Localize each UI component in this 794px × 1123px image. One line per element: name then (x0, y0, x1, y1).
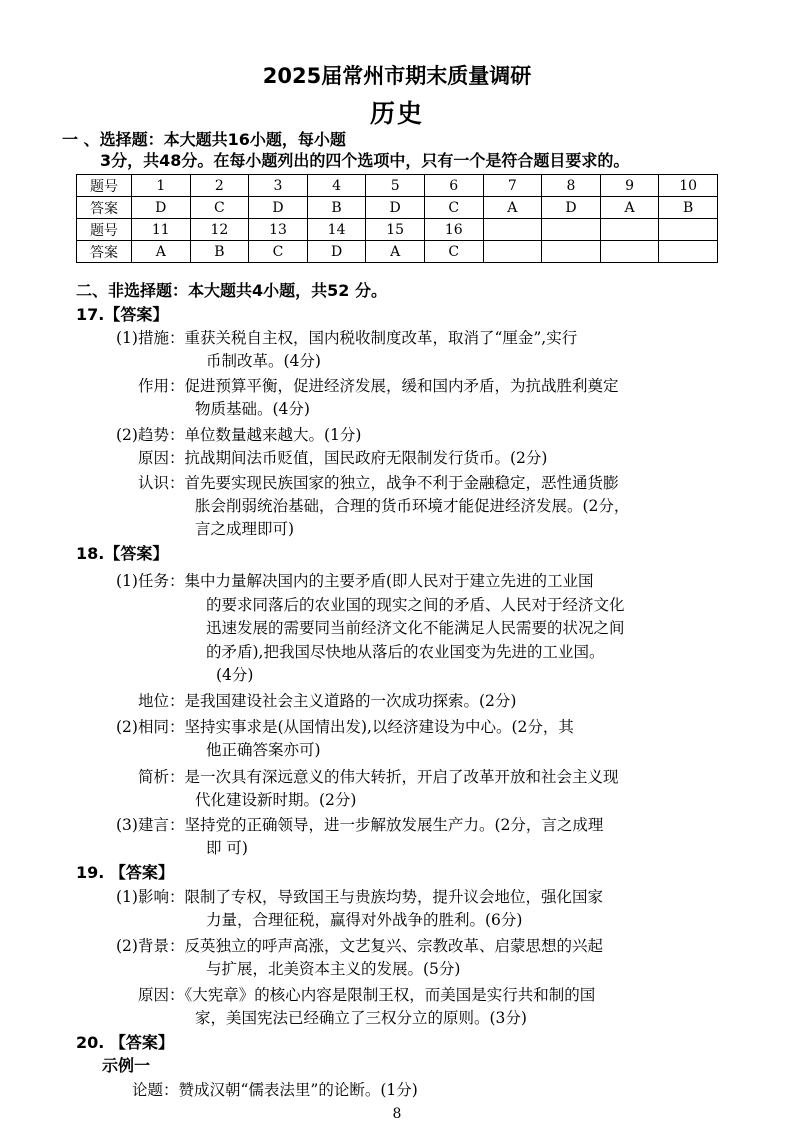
answer-line: 家，美国宪法已经确立了三权分立的原则。(3分) (195, 1009, 527, 1027)
table-cell: D (366, 197, 425, 219)
table-cell: 6 (424, 175, 483, 197)
table-cell: A (600, 197, 659, 219)
row-label: 答案 (77, 197, 132, 219)
q18-header: 18.【答案】 (76, 544, 169, 563)
table-row (77, 219, 718, 241)
table-cell: C (424, 197, 483, 219)
table-cell (542, 241, 601, 263)
table-cell: D (249, 197, 308, 219)
table-cell: 4 (307, 175, 366, 197)
answer-line: (1)任务：集中力量解决国内的主要矛盾(即人民对于建立先进的工业国 (116, 572, 594, 590)
answer-line: 简析：是一次具有深远意义的伟大转折，开启了改革开放和社会主义现 (138, 768, 619, 786)
answer-line: 物质基础。(4分) (195, 400, 310, 418)
table-cell: B (659, 197, 718, 219)
table-cell: 16 (424, 219, 483, 241)
answer-line: 地位：是我国建设社会主义道路的一次成功探索。(2分) (138, 692, 517, 710)
table-cell: 3 (249, 175, 308, 197)
table-cell: C (424, 241, 483, 263)
q20-header: 20. 【答案】 (76, 1033, 174, 1052)
answer-line: 言之成理即可) (195, 520, 295, 538)
answer-line: 与扩展，北美资本主义的发展。(5分) (206, 960, 461, 978)
table-cell: 10 (659, 175, 718, 197)
table-row (77, 175, 718, 197)
subject-title: 历史 (369, 99, 424, 128)
answer-line: (2)趋势：单位数量越来越大。(1分) (116, 426, 362, 444)
page-number: 8 (392, 1106, 402, 1122)
table-cell: B (307, 197, 366, 219)
row-label: 题号 (77, 175, 132, 197)
answer-line: 迅速发展的需要同当前经济文化不能满足人民需要的状况之间 (206, 619, 625, 637)
table-cell (659, 219, 718, 241)
row-label: 答案 (77, 241, 132, 263)
table-cell (483, 241, 542, 263)
table-cell: C (249, 241, 308, 263)
table-cell (542, 219, 601, 241)
table-cell: A (366, 241, 425, 263)
answer-line: 币制改革。(4分) (206, 352, 321, 370)
table-cell: D (307, 241, 366, 263)
answer-line: 即 可) (206, 839, 248, 857)
part1-heading: 一 、选择题：本大题共16小题，每小题 (62, 130, 346, 149)
answer-line: (3)建言：坚持党的正确领导，进一步解放发展生产力。(2分，言之成理 (116, 816, 604, 834)
table-cell (600, 219, 659, 241)
table-cell: 13 (249, 219, 308, 241)
table-cell (659, 241, 718, 263)
table-cell: 8 (542, 175, 601, 197)
answer-line: (2)背景：反英独立的呼声高涨，文艺复兴、宗教改革、启蒙思想的兴起 (116, 937, 603, 955)
table-cell: B (190, 241, 249, 263)
table-cell: 11 (132, 219, 191, 241)
answer-table (76, 174, 718, 263)
table-cell (483, 219, 542, 241)
table-cell: A (132, 241, 191, 263)
table-cell: 2 (190, 175, 249, 197)
table-cell: 5 (366, 175, 425, 197)
table-cell: A (483, 197, 542, 219)
document-title: 2025届常州市期末质量调研 (262, 64, 532, 88)
row-label: 题号 (77, 219, 132, 241)
answer-line: 作用：促进预算平衡，促进经济发展，缓和国内矛盾，为抗战胜利奠定 (138, 377, 619, 395)
table-cell (600, 241, 659, 263)
answer-line: 原因：《大宪章》的核心内容是限制王权，而美国是实行共和制的国 (138, 986, 596, 1004)
table-cell: 1 (132, 175, 191, 197)
table-cell: 7 (483, 175, 542, 197)
q19-header: 19. 【答案】 (76, 863, 174, 882)
table-cell: 14 (307, 219, 366, 241)
answer-line: (1)影响：限制了专权，导致国王与贵族均势，提升议会地位，强化国家 (116, 888, 603, 906)
example-label: 示例一 (102, 1056, 151, 1075)
answer-line: (2)相同：坚持实事求是(从国情出发),以经济建设为中心。(2分，其 (116, 718, 574, 736)
answer-line: 力量，合理征税，赢得对外战争的胜利。(6分) (206, 911, 523, 929)
answer-line: (1)措施：重获关税自主权，国内税收制度改革，取消了“厘金”,实行 (116, 329, 578, 347)
answer-line: 原因：抗战期间法币贬值，国民政府无限制发行货币。(2分) (138, 449, 548, 467)
table-cell: 15 (366, 219, 425, 241)
part2-heading: 二、非选择题：本大题共4小题，共52 分。 (76, 281, 387, 300)
answer-line: 代化建设新时期。(2分) (195, 791, 357, 809)
table-cell: 9 (600, 175, 659, 197)
answer-line: 论题：赞成汉朝“儒表法里”的论断。(1分) (132, 1081, 418, 1099)
table-cell: C (190, 197, 249, 219)
table-cell: D (132, 197, 191, 219)
answer-line: 认识：首先要实现民族国家的独立，战争不利于金融稳定，恶性通货膨 (138, 474, 619, 492)
answer-line: (4分) (216, 666, 254, 684)
q17-header: 17.【答案】 (76, 305, 169, 324)
answer-line: 胀会削弱统治基础，合理的货币环境才能促进经济发展。(2分， (195, 497, 630, 515)
table-row (77, 197, 718, 219)
table-row (77, 241, 718, 263)
table-cell: 12 (190, 219, 249, 241)
answer-line: 的矛盾),把我国尽快地从落后的农业国变为先进的工业国。 (206, 643, 605, 661)
part1-instructions: 3分，共48分。在每小题列出的四个选项中，只有一个是符合题目要求的。 (100, 151, 630, 170)
answer-line: 的要求同落后的农业国的现实之间的矛盾、人民对于经济文化 (206, 596, 625, 614)
answer-line: 他正确答案亦可) (206, 741, 321, 759)
table-cell: D (542, 197, 601, 219)
